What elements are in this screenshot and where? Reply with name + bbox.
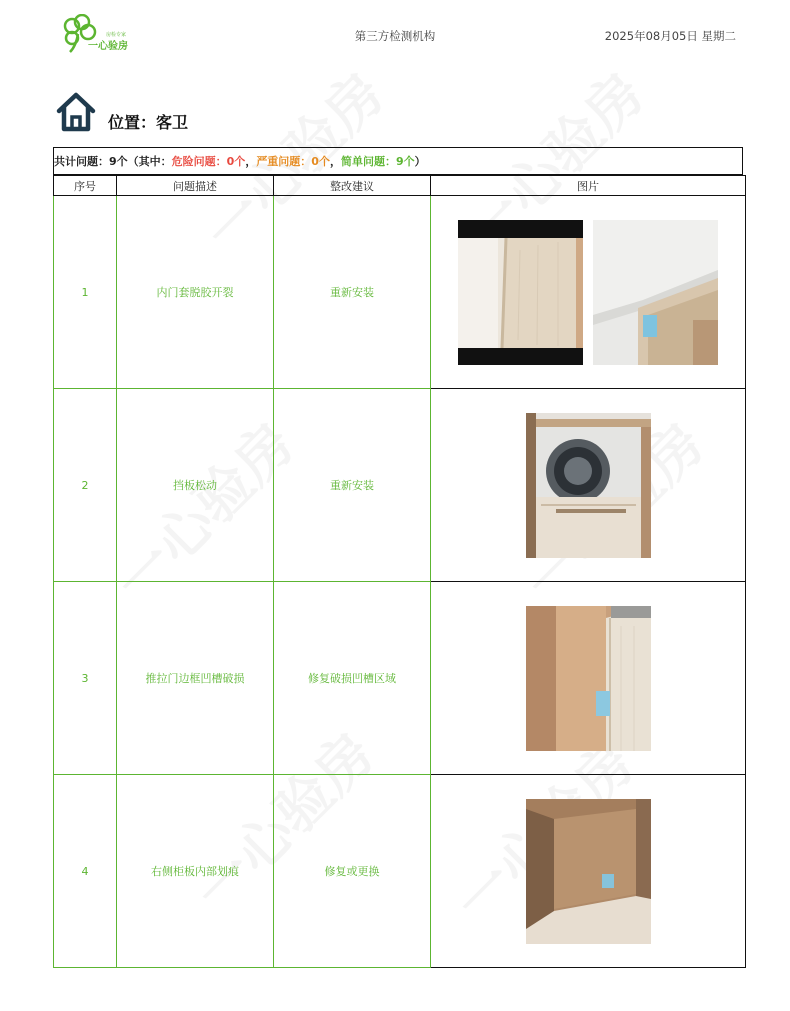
fix-suggestion: 修复破损凹槽区域 [274,582,431,775]
door-frame-gap-photo[interactable] [458,220,583,365]
col-header-desc: 问题描述 [117,176,274,196]
row-number: 2 [54,389,117,582]
table-header-row [54,176,746,196]
cabinet-panel-photo[interactable] [526,799,651,944]
issue-summary: 共计问题：9个（其中：危险问题：0个，严重问题：0个，简单问题：9个） [53,147,743,175]
organization-name: 第三方检测机构 [354,29,436,43]
fix-suggestion: 修复或更换 [274,775,431,968]
fix-suggestion: 重新安装 [274,196,431,389]
page-header [0,0,790,70]
col-header-no: 序号 [54,176,117,196]
house-icon [54,90,98,134]
washer-panel-photo[interactable] [526,413,651,558]
photo-cell [431,389,746,582]
logo-tagline: 房检专家 [106,32,127,38]
issue-description: 右侧柜板内部划痕 [117,775,274,968]
table-row [54,389,746,582]
issue-description: 挡板松动 [117,389,274,582]
row-number: 4 [54,775,117,968]
row-number: 1 [54,196,117,389]
row-number: 3 [54,582,117,775]
logo-text: 一心验房 [88,41,128,52]
room-name: 客卫 [156,113,189,132]
col-header-fix: 整改建议 [274,176,431,196]
photo-cell [431,582,746,775]
door-frame-top-photo[interactable] [593,220,718,365]
photo-cell [431,775,746,968]
col-header-photo: 图片 [431,176,746,196]
table-row [54,775,746,968]
location-title: 位置：客卫 [108,113,189,132]
fix-suggestion: 重新安装 [274,389,431,582]
photo-cell [431,196,746,389]
table-row [54,196,746,389]
issue-table [53,175,746,968]
simple-count: 简单问题：9个 [340,155,415,168]
danger-count: 危险问题：0个 [171,155,246,168]
report-date: 2025年08月05日 星期二 [604,29,736,43]
severe-count: 严重问题：0个 [256,155,330,168]
table-row [54,582,746,775]
issue-description: 推拉门边框凹槽破损 [117,582,274,775]
issue-description: 内门套脱胶开裂 [117,196,274,389]
sliding-door-frame-photo[interactable] [526,606,651,751]
